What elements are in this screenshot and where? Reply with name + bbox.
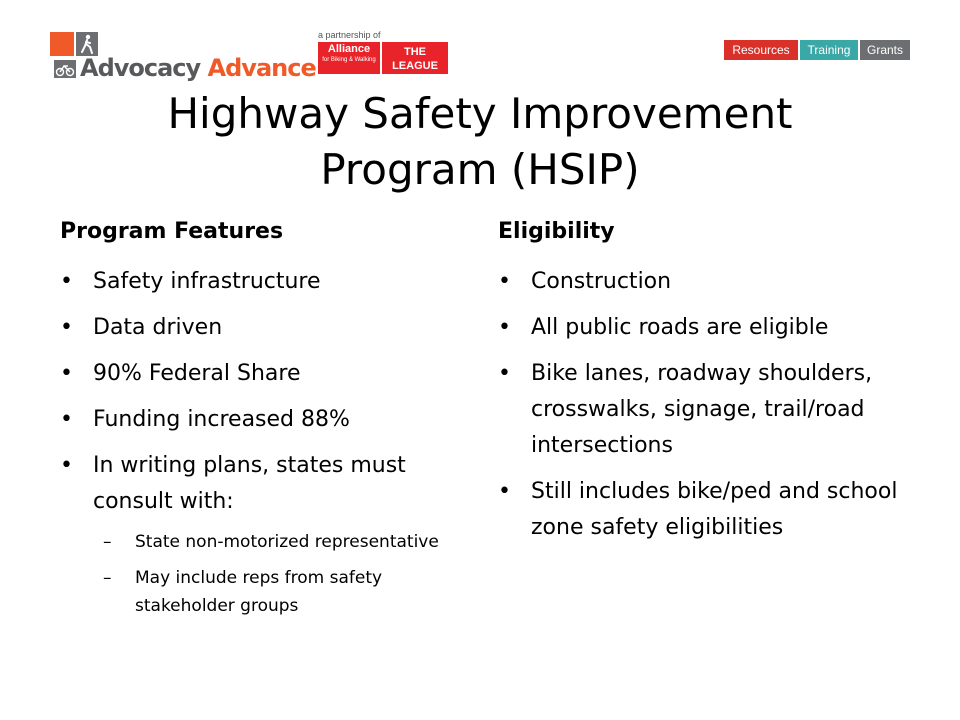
slide-title bbox=[100, 86, 860, 198]
list-item bbox=[498, 310, 918, 346]
bullet-icon: • bbox=[498, 269, 511, 294]
list-item bbox=[60, 356, 480, 392]
list-item-text: 90% Federal Share bbox=[93, 361, 301, 386]
partnership-label: a partnership of bbox=[318, 30, 381, 40]
list-item-text: All public roads are eligible bbox=[531, 315, 829, 340]
dash-icon: – bbox=[103, 532, 112, 552]
bullet-icon: • bbox=[498, 361, 511, 386]
league-logo-subtitle: OF AMERICAN BICYCLISTS bbox=[382, 74, 448, 80]
training-button[interactable]: Training bbox=[800, 40, 858, 60]
program-features-list bbox=[60, 264, 480, 620]
list-item-text: Data driven bbox=[93, 315, 223, 340]
program-features-heading: Program Features bbox=[60, 219, 284, 244]
list-item bbox=[498, 356, 918, 464]
list-item bbox=[498, 264, 918, 300]
sub-list-item-text: State non-motorized representative bbox=[135, 532, 439, 552]
alliance-logo-subtitle: for Biking & Walking bbox=[322, 57, 376, 63]
eligibility-list bbox=[498, 264, 918, 546]
league-logo[interactable] bbox=[382, 42, 448, 80]
list-item-text: Funding increased 88% bbox=[93, 407, 350, 432]
sub-list-item bbox=[103, 564, 480, 620]
program-features-column bbox=[60, 216, 480, 630]
list-item bbox=[498, 474, 918, 546]
list-item-text: Bike lanes, roadway shoulders, crosswalks, signage, trail/road intersections bbox=[531, 361, 873, 458]
logo-word-advocacy: Advocacy bbox=[80, 54, 201, 82]
alliance-logo-title: Alliance bbox=[327, 43, 371, 55]
bullet-icon: • bbox=[60, 453, 73, 478]
list-item-text: Construction bbox=[531, 269, 672, 294]
bicycle-icon bbox=[54, 60, 76, 78]
bullet-icon: • bbox=[60, 315, 73, 340]
logo-wordmark bbox=[80, 54, 316, 82]
list-item bbox=[60, 402, 480, 438]
eligibility-column bbox=[498, 216, 918, 556]
top-nav bbox=[724, 40, 912, 60]
bullet-icon: • bbox=[60, 269, 73, 294]
consult-sub-list bbox=[103, 528, 480, 620]
list-item bbox=[60, 448, 480, 620]
bullet-icon: • bbox=[498, 479, 511, 504]
sub-list-item bbox=[103, 528, 480, 556]
pedestrian-icon bbox=[76, 32, 98, 56]
alliance-logo[interactable] bbox=[318, 42, 380, 74]
list-item-text: Still includes bike/ped and school zone safety eligibilities bbox=[531, 479, 898, 540]
league-logo-title: THE LEAGUE bbox=[392, 46, 438, 72]
logo-word-advance: Advance bbox=[207, 54, 316, 82]
bullet-icon: • bbox=[60, 361, 73, 386]
logo-red-square bbox=[50, 32, 74, 56]
list-item bbox=[60, 310, 480, 346]
bullet-icon: • bbox=[60, 407, 73, 432]
bullet-icon: • bbox=[498, 315, 511, 340]
sub-list-item-text: May include reps from safety stakeholder groups bbox=[135, 568, 383, 616]
list-item-text: Safety infrastructure bbox=[93, 269, 321, 294]
list-item bbox=[60, 264, 480, 300]
title-line-2: Program (HSIP) bbox=[320, 145, 640, 194]
dash-icon: – bbox=[103, 568, 112, 588]
list-item-text: In writing plans, states must consult with: bbox=[93, 453, 406, 514]
eligibility-heading: Eligibility bbox=[498, 219, 615, 244]
grants-button[interactable]: Grants bbox=[860, 40, 910, 60]
title-line-1: Highway Safety Improvement bbox=[167, 89, 793, 138]
resources-button[interactable]: Resources bbox=[724, 40, 798, 60]
